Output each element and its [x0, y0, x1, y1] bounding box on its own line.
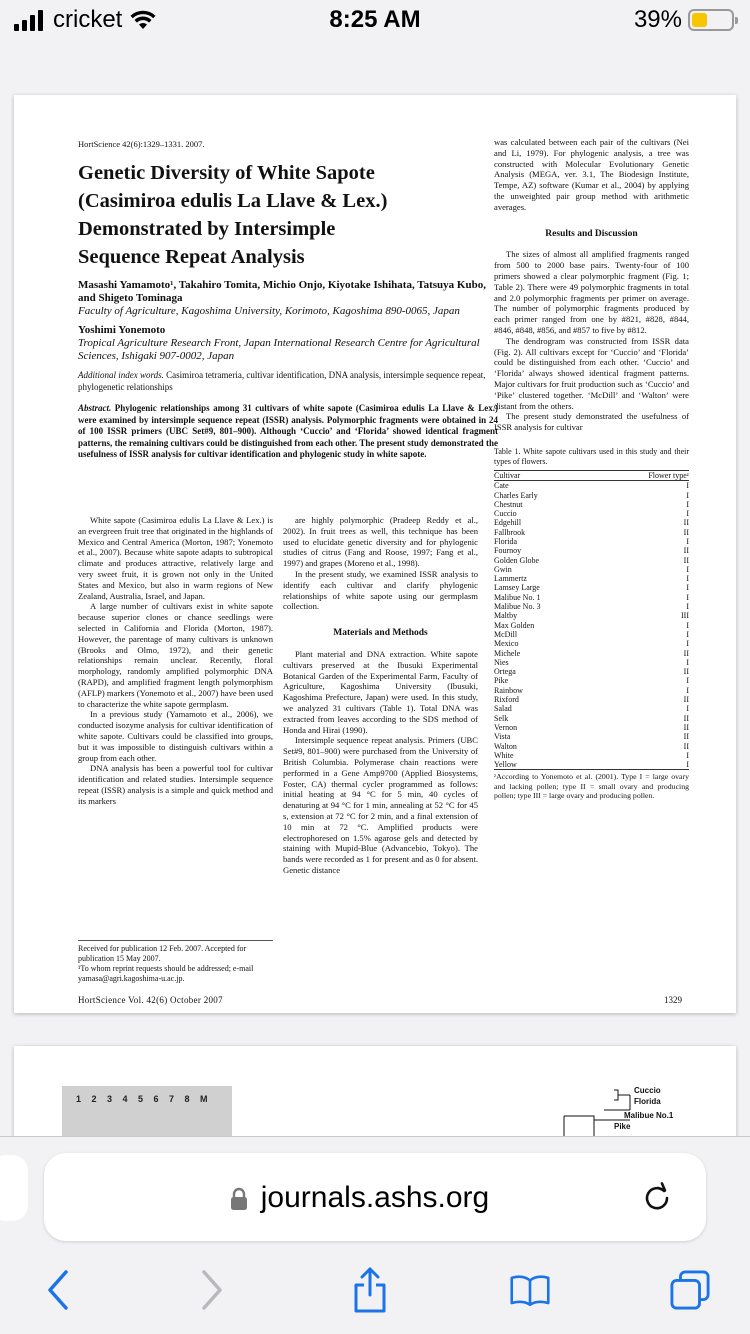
- paragraph: DNA analysis has been a powerful tool for cultivar identification and related studies. Intersimple sequence repeat (ISSR) analysis is a simple and quick method and its markers: [78, 763, 273, 806]
- cultivar-name: Mexico: [494, 639, 519, 649]
- flower-type: II: [683, 722, 689, 732]
- flower-type: I: [686, 490, 689, 500]
- forward-icon[interactable]: [192, 1270, 232, 1310]
- share-icon[interactable]: [350, 1270, 390, 1310]
- table-row: [494, 481, 689, 491]
- cultivar-name: Florida: [494, 537, 518, 546]
- flower-type: I: [686, 583, 689, 593]
- address-bar-area: [0, 1136, 750, 1256]
- dendro-label: Florida: [634, 1097, 661, 1106]
- table-row: [494, 500, 689, 509]
- index-words: [78, 369, 498, 393]
- paragraph: A large number of cultivars exist in white sapote because superior clones or chance seedlings were selected in California and Florida (Morton, 1987). However, the parentage of many cultivars is unknown (Brooks and Olmo, 1972), and their genetic relationships remain unclear. Recently, floral morphology, randomly amplified polymorphic DNA (RAPD), and amplified fragment length polymorphism (AFLP) markers (Yonemoto et al., 2007) have been used to characterize the white sapote germplasm.: [78, 601, 273, 709]
- cultivar-name: Vernon: [494, 722, 518, 732]
- table-row: [494, 602, 689, 611]
- reload-icon[interactable]: [642, 1181, 672, 1218]
- journal-header: HortScience 42(6):1329–1331. 2007.: [78, 139, 205, 149]
- affiliation: Faculty of Agriculture, Kagoshima University, Korimoto, Kagoshima 890-0065, Japan: [78, 305, 460, 317]
- table-row: [494, 649, 689, 658]
- flower-type: I: [598, 760, 689, 770]
- column-2: [283, 515, 478, 876]
- flower-type: I: [686, 537, 689, 546]
- flower-type: I: [686, 676, 689, 686]
- title-line: Genetic Diversity of White Sapote: [78, 162, 375, 184]
- flower-type: II: [683, 667, 689, 677]
- cultivar-name: Yellow: [494, 760, 598, 770]
- paragraph: In the present study, we examined ISSR analysis to identify each cultivar and clarify phylogenic relationships of white sapote using our germplasm collection.: [283, 568, 478, 612]
- flower-type: I: [686, 564, 689, 574]
- flower-type: I: [686, 574, 689, 584]
- flower-type: I: [686, 657, 689, 667]
- cultivar-name: Lamsey Large: [494, 583, 540, 593]
- flower-type: I: [686, 602, 689, 612]
- cultivar-name: Walton: [494, 741, 517, 751]
- title-line: Demonstrated by Intersimple: [78, 218, 336, 240]
- table-row: [494, 723, 689, 732]
- table-row: [494, 686, 689, 695]
- dendro-label: Pike: [614, 1122, 631, 1131]
- footnote-contact: ¹To whom reprint requests should be addressed; e-mail yamasa@agri.kagoshima-u.ac.jp.: [78, 964, 254, 983]
- table-row: [494, 751, 689, 760]
- table-row: [494, 546, 689, 555]
- cultivar-name: White: [494, 750, 514, 760]
- paragraph: was calculated between each pair of the cultivars (Nei and Li, 1979). For phylogenic analysis, a tree was constructed with Molecular Evolutionary Genetic Analysis (MEGA, ver. 3.1, The Biodesign Institute, Tempe, AZ) software (Kumar et al., 2004) by applying the unweighted pair group method with arithmetic averages.: [494, 137, 689, 212]
- table-row: [494, 565, 689, 574]
- column-1: [78, 515, 273, 876]
- cultivar-name: McDill: [494, 629, 518, 639]
- carrier-name: cricket: [53, 6, 123, 33]
- table-row: [494, 658, 689, 667]
- front-matter: [78, 139, 498, 461]
- cultivar-name: Max Golden: [494, 620, 535, 630]
- table-header: Cultivar: [494, 470, 598, 480]
- flower-type: I: [686, 685, 689, 695]
- battery-percent: 39%: [633, 6, 682, 33]
- authors-2: Yoshimi Yonemoto: [78, 324, 166, 336]
- tabs-icon[interactable]: [670, 1270, 710, 1310]
- title-line: Sequence Repeat Analysis: [78, 246, 305, 268]
- abstract: [78, 403, 498, 461]
- url-text[interactable]: journals.ashs.org: [260, 1181, 490, 1214]
- table-row: [494, 732, 689, 741]
- dendro-label: Malibue No.1: [624, 1111, 674, 1120]
- flower-type: II: [683, 713, 689, 723]
- page-number: 1329: [664, 995, 682, 1005]
- paragraph: Intersimple sequence repeat analysis. Primers (UBC Set#9, 801–900) were purchased from the University of British Columbia. Polymerase chain reactions were performed in a Gene Amp9700 (Applied Biosystems, Foster, CA) thermal cycler programmed as follows: initial heating at 94 °C for 5 min, 40 cycles of denaturing at 94 °C for 1 min, annealing at 52 °C for 45 s, extension at 72 °C for 2 min, and a final extension of 10 min at 72 °C. Amplified products were electrophoresed on 1.5% agarose gels and detected by staining with Mupid-Blue (Advancebio, Tokyo). The bands were recorded as 1 for present and as 0 for absent. Genetic distance: [283, 735, 478, 875]
- bookmarks-icon[interactable]: [510, 1270, 550, 1310]
- cultivar-name: Charles Early: [494, 490, 538, 500]
- flower-type: I: [686, 592, 689, 602]
- flower-type: I: [686, 704, 689, 714]
- flower-type: II: [683, 546, 689, 556]
- section-heading: Results and Discussion: [545, 228, 638, 239]
- cultivar-name: Malibue No. 1: [494, 592, 541, 602]
- paragraph: The dendrogram was constructed from ISSR data (Fig. 2). All cultivars except for ‘Cuccio’ and ‘Florida’ could be distinguished from each other. ‘Cuccio’ and ‘Florida’ always showed identical fragment patterns. Major cultivars for fruit production such as ‘Cuccio’ and ‘Pike’ clustered together. ‘McDill’ and ‘Walton’ were distant from the others.: [494, 335, 689, 411]
- flower-type: III: [681, 611, 689, 621]
- paragraph: The sizes of almost all amplified fragments ranged from 500 to 2000 base pairs. Twenty-four of 100 primers showed a clear polymorphic fragment (Fig. 1; Table 2). There were 49 polymorphic fragments in total and 2.0 polymorphic fragments per primer on average. The number of polymorphic fragments produced by each primer ranged from one by #821, #828, #844, #846, #848, #856, and #857 to five by #812.: [494, 249, 689, 335]
- flower-type: I: [686, 639, 689, 649]
- address-bar[interactable]: [44, 1153, 706, 1241]
- cultivar-name: Rainbow: [494, 685, 523, 695]
- table-note: ᶻAccording to Yonemoto et al. (2001). Type I = large ovary and lacking pollen; type II = small ovary and producing pollen; type III = large ovary and producing pollen.: [494, 772, 689, 801]
- table-row: [494, 583, 689, 592]
- cultivar-name: Edgehill: [494, 518, 522, 528]
- cultivar-name: Vista: [494, 732, 511, 742]
- paragraph: In a previous study (Yamamoto et al., 2006), we conducted isozyme analysis for cultivar identification of white sapote. Cultivars could be classified into groups, but it was impossible to distinguish cultivars within a group from each other.: [78, 709, 273, 763]
- table-row: [494, 714, 689, 723]
- column-3: [494, 137, 689, 800]
- paragraph: Plant material and DNA extraction. White sapote cultivars preserved at the Ibusuki Experimental Botanical Garden of the Experimental Farm, Faculty of Agriculture, Kagoshima University (Ibusuki, Kagoshima Prefecture, Japan) were used. In this study, we analyzed 31 cultivars (Table 1). Total DNA was extracted from leaves according to the SDS method of Honda and Hirai (1990).: [283, 648, 478, 735]
- cultivar-name: Malibue No. 3: [494, 602, 541, 612]
- flower-type: I: [686, 499, 689, 509]
- flower-type: I: [686, 750, 689, 760]
- flower-type: II: [683, 518, 689, 528]
- flower-type: II: [683, 555, 689, 565]
- cultivar-name: Pike: [494, 676, 509, 686]
- dendro-label: Cuccio: [634, 1086, 661, 1095]
- cultivar-name: Cate: [494, 481, 509, 491]
- footnote: [78, 940, 273, 984]
- index-words-label: Additional index words.: [78, 370, 164, 380]
- table-row: [494, 676, 689, 685]
- body-columns: [78, 515, 478, 876]
- table-row: [494, 518, 689, 527]
- table-row: [494, 509, 689, 518]
- abstract-label: Abstract.: [78, 403, 112, 413]
- affiliation-2: Tropical Agriculture Research Front, Japan International Research Centre for Agricultural Sciences, Ishigaki 907-0002, Japan: [78, 337, 480, 362]
- table-row: [494, 760, 689, 770]
- flower-type: I: [686, 629, 689, 639]
- cultivar-name: Fallbrook: [494, 527, 526, 537]
- cultivar-table: [494, 470, 689, 771]
- footnote-received: Received for publication 12 Feb. 2007. Accepted for publication 15 May 2007.: [78, 944, 247, 963]
- page-footer: HortScience Vol. 42(6) October 2007: [78, 995, 223, 1005]
- table-row: [494, 742, 689, 751]
- cultivar-name: Gwin: [494, 564, 512, 574]
- title-line: (Casimiroa edulis La Llave & Lex.): [78, 190, 388, 212]
- clock: 8:25 AM: [329, 6, 421, 33]
- table-row: [494, 611, 689, 620]
- section-heading: Materials and Methods: [333, 628, 428, 639]
- table-row: [494, 695, 689, 704]
- paragraph: The present study demonstrated the usefulness of ISSR analysis for cultivar: [494, 411, 689, 433]
- table-row: [494, 621, 689, 630]
- flower-type: I: [686, 481, 689, 491]
- cultivar-name: Golden Globe: [494, 555, 540, 565]
- back-icon[interactable]: [38, 1270, 78, 1310]
- paragraph: White sapote (Casimiroa edulis La Llave & Lex.) is an evergreen fruit tree that originated in the highlands of Mexico and Central America (Morton, 1987; Yonemoto et al., 2007). Because white sapote adapts to subtropical climate and produces attractive, relatively large and very sweet fruit, it is grown not only in the United States and Mexico, but also in warm regions of New Zealand, Australia, Israel, and Japan.: [78, 515, 273, 601]
- flower-type: II: [683, 527, 689, 537]
- paragraph: are highly polymorphic (Pradeep Reddy et al., 2002). In fruit trees as well, this technique has been used to elucidate genetic diversity and for phylogenic studies of citrus (Fang and Roose, 1997; Fang et al., 1997) and grapes (Moreno et al., 1998).: [283, 515, 478, 569]
- cultivar-name: Lammertz: [494, 574, 527, 584]
- flower-type: II: [683, 695, 689, 705]
- cultivar-name: Michele: [494, 648, 521, 658]
- index-words-text: Casimiroa tetrameria, cultivar identification, DNA analysis, intersimple sequence repeat, phylogenetic relationships: [78, 370, 486, 392]
- gel-lane-labels: 1 2 3 4 5 6 7 8 M: [76, 1094, 212, 1104]
- table-row: [494, 574, 689, 583]
- cultivar-name: Salad: [494, 704, 512, 714]
- cultivar-name: Rixford: [494, 695, 519, 705]
- authors: Masashi Yamamoto¹, Takahiro Tomita, Michio Onjo, Kiyotake Ishihata, Tatsuya Kubo, and Shigeto Tominaga: [78, 279, 486, 304]
- pdf-page-1: [14, 95, 736, 1013]
- cultivar-name: Maltby: [494, 611, 518, 621]
- battery-icon: [688, 9, 734, 31]
- cultivar-name: Cuccio: [494, 509, 517, 519]
- flower-type: II: [683, 648, 689, 658]
- abstract-text: Phylogenic relationships among 31 cultivars of white sapote (Casimiroa edulis La Llave & Lex.) were examined by intersimple sequence repeat (ISSR) analysis. Polymorphic fragments were obtained in 24 of 100 ISSR primers (UBC Set#9, 801–900). Although ‘Cuccio’ and ‘Florida’ showed identical fragment patterns, the remaining cultivars could be distinguished from each other. The present study demonstrated the usefulness of ISSR analysis for cultivar identification and phylogenic study in white sapote.: [78, 403, 499, 459]
- table-row: [494, 537, 689, 546]
- table-row: [494, 593, 689, 602]
- page-title: [78, 159, 498, 271]
- table-row: [494, 528, 689, 537]
- table-row: [494, 630, 689, 639]
- cultivar-name: Nies: [494, 657, 509, 667]
- previous-tab-peek[interactable]: [0, 1155, 28, 1221]
- flower-type: II: [683, 741, 689, 751]
- table-header: Flower typeᶻ: [598, 470, 689, 480]
- cultivar-name: Chestnut: [494, 499, 523, 509]
- table-row: [494, 639, 689, 648]
- flower-type: I: [686, 620, 689, 630]
- cultivar-name: Fournoy: [494, 546, 522, 556]
- table-row: [494, 667, 689, 676]
- table-row: [494, 704, 689, 713]
- cultivar-name: Selk: [494, 713, 509, 723]
- table-caption: Table 1. White sapote cultivars used in this study and their types of flowers.: [494, 446, 689, 466]
- flower-type: II: [683, 732, 689, 742]
- cultivar-name: Ortega: [494, 667, 516, 677]
- flower-type: I: [686, 509, 689, 519]
- table-row: [494, 491, 689, 500]
- status-bar: [0, 0, 750, 40]
- browser-toolbar: [0, 1256, 750, 1334]
- table-row: [494, 556, 689, 565]
